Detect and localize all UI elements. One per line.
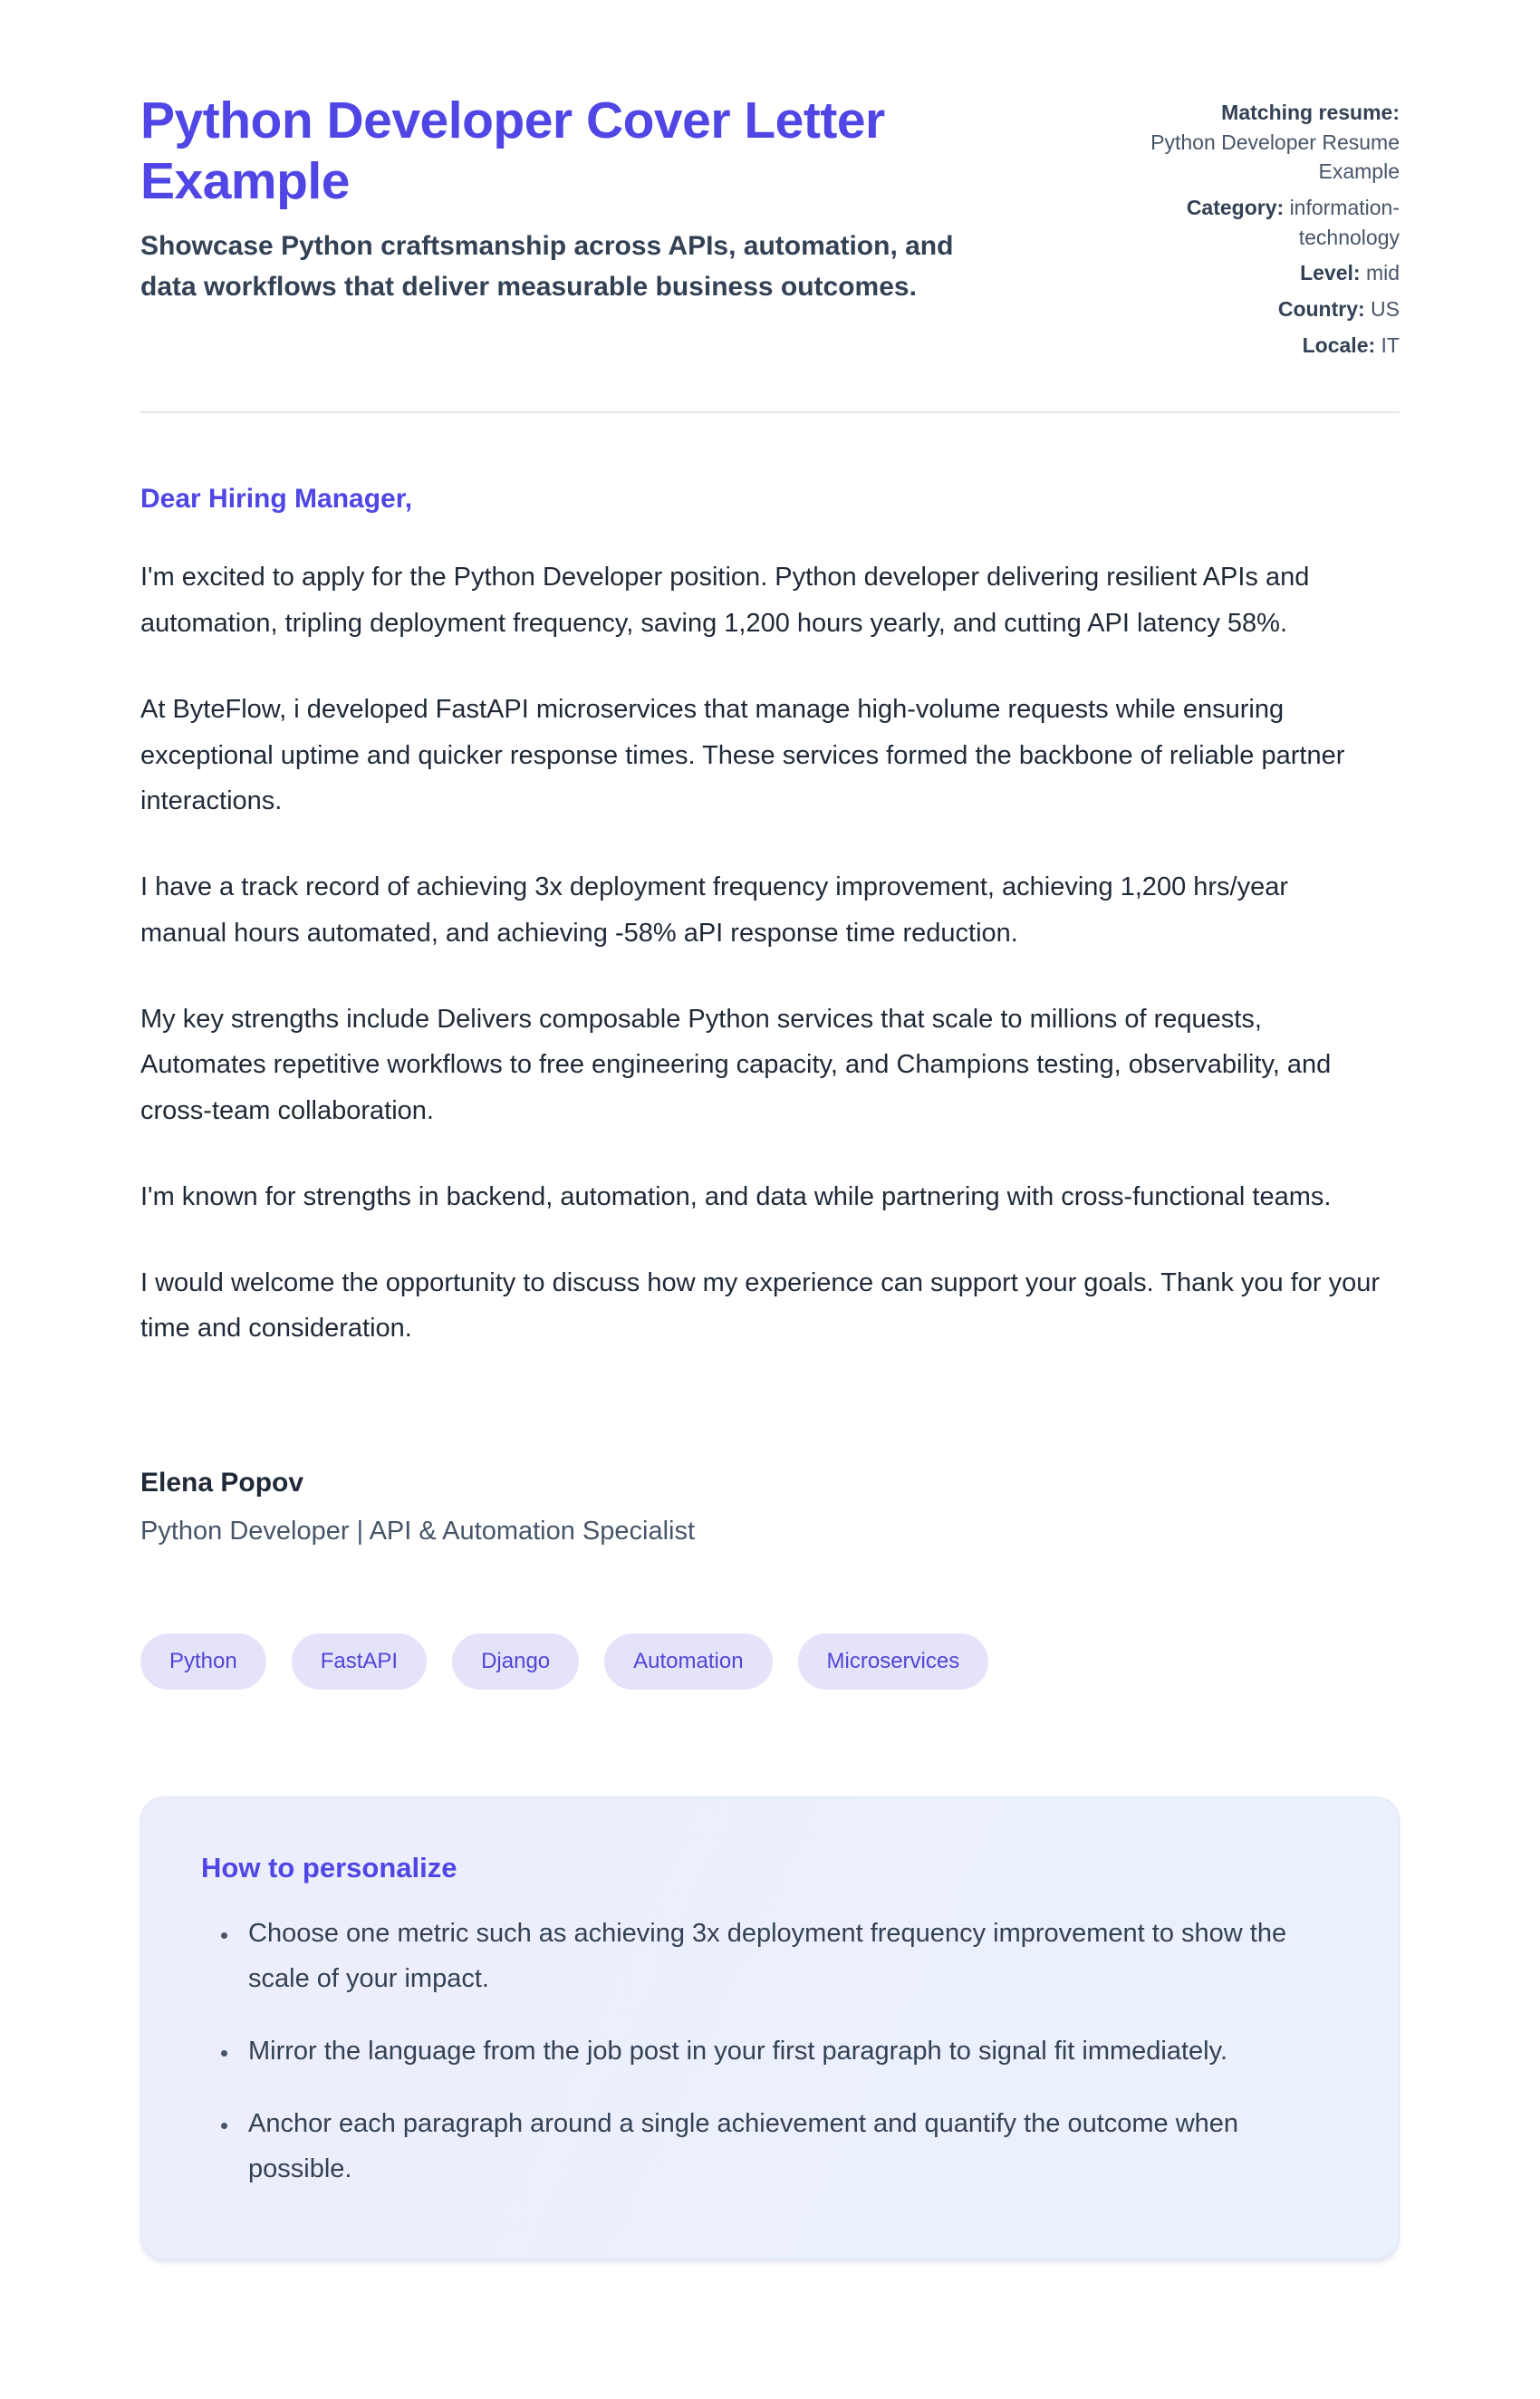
letter-paragraph: My key strengths include Delivers composable Python services that scale to millions of requests, Automates repetitive workflows to free engineering capacity, and Champions testing, observability, and cross-team collaboration. xyxy=(140,1004,1332,1125)
skill-tag-chip[interactable]: Microservices xyxy=(798,1633,989,1690)
skill-tag-chip[interactable]: Django xyxy=(452,1633,579,1690)
meta-level xyxy=(1126,258,1400,288)
header-divider xyxy=(140,411,1400,413)
meta-category xyxy=(1126,193,1400,252)
meta-matching-resume xyxy=(1126,98,1400,187)
letter-paragraph: I would welcome the opportunity to discuss how my experience can support your goals. Thank you for your time and consideration. xyxy=(140,1267,1381,1344)
meta-locale-value: IT xyxy=(1381,332,1400,357)
meta-category-label: Category: xyxy=(1186,195,1285,219)
signature-role: Python Developer | API & Automation Specialist xyxy=(140,1517,696,1546)
letter-paragraph: At ByteFlow, i developed FastAPI microservices that manage high-volume requests while ensuring exceptional uptime and quicker response times. These services formed the backbone of reliable partner interactions. xyxy=(140,694,1345,816)
letter-paragraphs xyxy=(140,554,1400,1352)
personalize-tip: • Anchor each paragraph around a single achievement and quantify the outcome when possible. xyxy=(239,2102,1339,2192)
skill-tag-chip[interactable]: Automation xyxy=(604,1633,772,1690)
meta-country-value: US xyxy=(1371,296,1400,321)
personalize-tip: • Choose one metric such as achieving 3x deployment frequency improvement to show the scale of your impact. xyxy=(239,1912,1339,2002)
skill-tag-chip[interactable]: Python xyxy=(140,1633,266,1690)
skill-tag-chip[interactable]: FastAPI xyxy=(292,1633,427,1690)
skill-tags xyxy=(140,1633,1400,1690)
meta-matching-resume-value: Python Developer Resume Example xyxy=(1150,130,1400,184)
meta-country xyxy=(1126,294,1400,324)
meta-matching-resume-label: Matching resume: xyxy=(1221,101,1400,124)
page-title: Python Developer Cover Letter Example xyxy=(140,92,885,211)
page-subtitle: Showcase Python craftsmanship across APIs, automation, and data workflows that deliver measurable business outcomes. xyxy=(140,230,954,302)
meta-country-label: Country: xyxy=(1277,296,1365,321)
personalize-heading: How to personalize xyxy=(201,1852,457,1884)
how-to-personalize-panel xyxy=(140,1797,1400,2259)
cover-letter-body xyxy=(140,484,1400,1546)
letter-greeting: Dear Hiring Manager, xyxy=(140,484,413,515)
meta-locale xyxy=(1126,331,1400,361)
letter-paragraph: I'm excited to apply for the Python Developer position. Python developer delivering resilient APIs and automation, tripling deployment frequency, saving 1,200 hours yearly, and cutting API latency 58%. xyxy=(140,563,1310,638)
page-header xyxy=(140,91,1400,366)
personalize-tip: • Mirror the language from the job post in your first paragraph to signal fit immediately. xyxy=(239,2029,1339,2075)
meta-level-label: Level: xyxy=(1300,261,1361,285)
personalize-tips-list xyxy=(201,1912,1339,2192)
letter-paragraph: I'm known for strengths in backend, automation, and data while partnering with cross-functional teams. xyxy=(140,1181,1332,1211)
meta-level-value: mid xyxy=(1365,261,1400,285)
meta-locale-label: Locale: xyxy=(1302,332,1376,357)
signature-name: Elena Popov xyxy=(140,1468,304,1498)
meta-category-value: information-technology xyxy=(1289,195,1400,249)
header-title-block xyxy=(140,91,1055,307)
resume-meta-panel xyxy=(1126,91,1400,366)
letter-paragraph: I have a track record of achieving 3x deployment frequency improvement, achieving 1,200 hrs/year manual hours automated, and achieving -58% aPI response time reduction. xyxy=(140,872,1289,948)
